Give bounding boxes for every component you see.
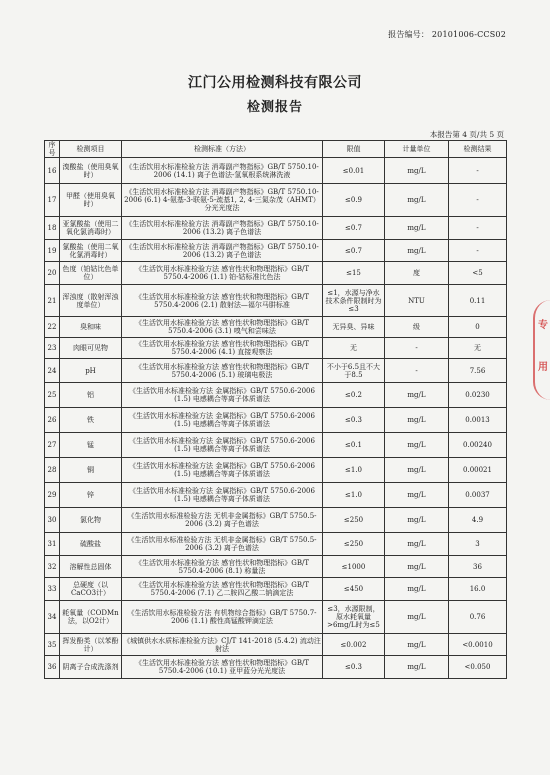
cell-no: 35 [45, 634, 60, 656]
cell-item: 溴酸盐（使用臭氧时） [60, 158, 122, 184]
table-row [45, 359, 507, 383]
cell-item: 铜 [60, 458, 122, 483]
cell-unit: mg/L [385, 383, 449, 408]
cell-result: <0.0010 [449, 634, 507, 656]
cell-result: - [449, 158, 507, 184]
cell-standard: 《生活饮用水标准检验方法 感官性状和物理指标》GB/T 5750.4-2006 (4.1) 直接观察法 [122, 338, 323, 359]
table-row [45, 656, 507, 679]
cell-unit: NTU [385, 285, 449, 317]
cell-unit: mg/L [385, 483, 449, 508]
table-row [45, 158, 507, 184]
cell-limit: ≤1000 [323, 556, 385, 578]
cell-no: 34 [45, 601, 60, 634]
cell-unit: mg/L [385, 656, 449, 679]
red-stamp-fragment [533, 300, 550, 400]
cell-result: - [449, 240, 507, 262]
cell-standard: 《生活饮用水标准检验方法 感官性状和物理指标》GB/T 5750.4-2006 (1.1) 铂-钴标准比色法 [122, 262, 323, 285]
col-header-unit: 计量单位 [385, 141, 449, 158]
cell-standard: 《生活饮用水标准检验方法 感官性状和物理指标》GB/T 5750.4-2006 (5.1) 玻璃电极法 [122, 359, 323, 383]
cell-standard: 《生活饮用水标准检验方法 无机非金属指标》GB/T 5750.5-2006 (3.2) 离子色谱法 [122, 533, 323, 556]
cell-unit: mg/L [385, 458, 449, 483]
cell-item: 总硬度（以CaCO3计） [60, 578, 122, 601]
cell-limit: 不小于6.5且不大于8.5 [323, 359, 385, 383]
cell-unit: mg/L [385, 556, 449, 578]
report-number-label: 报告编号： [388, 30, 430, 39]
cell-item: pH [60, 359, 122, 383]
cell-no: 32 [45, 556, 60, 578]
cell-standard: 《生活饮用水标准检验方法 感官性状和物理指标》GB/T 5750.4-2006 (3.1) 嗅气和尝味法 [122, 317, 323, 338]
cell-limit: ≤1.0 [323, 458, 385, 483]
cell-item: 氯化物 [60, 508, 122, 533]
table-row [45, 217, 507, 240]
cell-item: 阴离子合成洗涤剂 [60, 656, 122, 679]
col-header-limit: 限值 [323, 141, 385, 158]
results-table [44, 140, 507, 679]
cell-item: 氯酸盐（使用二氧化氯消毒时） [60, 240, 122, 262]
table-row [45, 458, 507, 483]
table-row [45, 285, 507, 317]
cell-no: 28 [45, 458, 60, 483]
cell-standard: 《生活饮用水标准检验方法 金属指标》GB/T 5750.6-2006 (1.5) 电感耦合等离子体质谱法 [122, 433, 323, 458]
cell-limit: ≤0.7 [323, 240, 385, 262]
cell-limit: ≤1.0 [323, 483, 385, 508]
col-header-result: 检测结果 [449, 141, 507, 158]
report-title: 检测报告 [246, 100, 303, 115]
table-row [45, 408, 507, 433]
cell-no: 18 [45, 217, 60, 240]
cell-limit: ≤15 [323, 262, 385, 285]
cell-item: 铝 [60, 383, 122, 408]
table-row [45, 184, 507, 217]
table-body [45, 158, 507, 679]
cell-no: 17 [45, 184, 60, 217]
cell-limit: ≤0.3 [323, 408, 385, 433]
col-header-item: 检测项目 [60, 141, 122, 158]
cell-standard: 《生活饮用水标准检验方法 感官性状和物理指标》GB/T 5750.4-2006 (8.1) 称量法 [122, 556, 323, 578]
company-name: 江门公用检测科技有限公司 [188, 75, 362, 91]
cell-result: <0.050 [449, 656, 507, 679]
cell-limit: ≤3，水源限制，原水耗氧量>6mg/L时为≤5 [323, 601, 385, 634]
table-row [45, 508, 507, 533]
cell-standard: 《生活饮用水标准检验方法 有机物综合指标》GB/T 5750.7-2006 (1.1) 酸性高锰酸钾滴定法 [122, 601, 323, 634]
cell-no: 33 [45, 578, 60, 601]
cell-unit: mg/L [385, 533, 449, 556]
cell-result: 3 [449, 533, 507, 556]
cell-standard: 《生活饮用水标准检验方法 消毒副产物指标》GB/T 5750.10-2006 (13.2) 离子色谱法 [122, 240, 323, 262]
cell-item: 臭和味 [60, 317, 122, 338]
cell-unit: - [385, 359, 449, 383]
cell-result: 0.11 [449, 285, 507, 317]
cell-limit: ≤0.01 [323, 158, 385, 184]
report-number [388, 29, 506, 40]
table-row [45, 262, 507, 285]
cell-item: 浑浊度（散射浑浊度单位） [60, 285, 122, 317]
stamp-char-2: 用 [538, 362, 548, 373]
cell-limit: ≤0.3 [323, 656, 385, 679]
cell-unit: mg/L [385, 408, 449, 433]
cell-result: 0.0013 [449, 408, 507, 433]
cell-result: 0.00240 [449, 433, 507, 458]
cell-limit: ≤250 [323, 508, 385, 533]
cell-unit: mg/L [385, 634, 449, 656]
table-header-row [45, 141, 507, 158]
cell-result: <5 [449, 262, 507, 285]
report-number-value: 20101006-CCS02 [431, 30, 506, 39]
cell-limit: ≤0.7 [323, 217, 385, 240]
cell-result: 0.0230 [449, 383, 507, 408]
cell-item: 色度（铂钴比色单位） [60, 262, 122, 285]
cell-result: 无 [449, 338, 507, 359]
cell-no: 24 [45, 359, 60, 383]
cell-no: 26 [45, 408, 60, 433]
cell-limit: 无异臭、异味 [323, 317, 385, 338]
cell-limit: ≤250 [323, 533, 385, 556]
cell-result: 16.0 [449, 578, 507, 601]
cell-item: 耗氧量（CODMn法，以O2计） [60, 601, 122, 634]
cell-no: 23 [45, 338, 60, 359]
cell-limit: ≤0.2 [323, 383, 385, 408]
cell-standard: 《生活饮用水标准检验方法 感官性状和物理指标》GB/T 5750.4-2006 (2.1) 散射法—福尔马肼标准 [122, 285, 323, 317]
table-row [45, 383, 507, 408]
cell-standard: 《城镇供水水质标准检验方法》CJ/T 141-2018 (5.4.2) 流动注射法 [122, 634, 323, 656]
cell-unit: mg/L [385, 158, 449, 184]
cell-no: 30 [45, 508, 60, 533]
cell-no: 20 [45, 262, 60, 285]
cell-result: 36 [449, 556, 507, 578]
cell-unit: mg/L [385, 578, 449, 601]
cell-item: 肉眼可见物 [60, 338, 122, 359]
cell-item: 挥发酚类（以苯酚计） [60, 634, 122, 656]
table-row [45, 634, 507, 656]
cell-no: 21 [45, 285, 60, 317]
table-row [45, 601, 507, 634]
cell-item: 锌 [60, 483, 122, 508]
page-info: 本报告第 4 页/共 5 页 [429, 130, 504, 139]
cell-no: 25 [45, 383, 60, 408]
cell-result: 4.9 [449, 508, 507, 533]
cell-unit: mg/L [385, 240, 449, 262]
cell-unit: mg/L [385, 217, 449, 240]
cell-limit: ≤1，水源与净水技术条件限制时为≤3 [323, 285, 385, 317]
cell-unit: mg/L [385, 184, 449, 217]
cell-item: 甲醛（使用臭氧时） [60, 184, 122, 217]
cell-item: 亚氯酸盐（使用二氧化氯消毒时） [60, 217, 122, 240]
cell-unit: 级 [385, 317, 449, 338]
cell-unit: - [385, 338, 449, 359]
col-header-no: 序号 [45, 141, 60, 158]
table-row [45, 578, 507, 601]
cell-result: 7.56 [449, 359, 507, 383]
table-row [45, 533, 507, 556]
cell-item: 硫酸盐 [60, 533, 122, 556]
cell-item: 铁 [60, 408, 122, 433]
cell-no: 36 [45, 656, 60, 679]
cell-standard: 《生活饮用水标准检验方法 金属指标》GB/T 5750.6-2006 (1.5) 电感耦合等离子体质谱法 [122, 383, 323, 408]
cell-standard: 《生活饮用水标准检验方法 消毒副产物指标》GB/T 5750.10-2006 (6.1) 4-氨基-3-联氨-5-巯基1, 2, 4-三氮杂茂（AHMT）分光光度法 [122, 184, 323, 217]
cell-standard: 《生活饮用水标准检验方法 感官性状和物理指标》GB/T 5750.4-2006 (10.1) 亚甲蓝分光光度法 [122, 656, 323, 679]
cell-item: 溶解性总固体 [60, 556, 122, 578]
cell-result: - [449, 217, 507, 240]
cell-no: 27 [45, 433, 60, 458]
cell-result: 0 [449, 317, 507, 338]
cell-no: 29 [45, 483, 60, 508]
table-row [45, 317, 507, 338]
cell-unit: mg/L [385, 508, 449, 533]
table-row [45, 338, 507, 359]
cell-limit: ≤0.1 [323, 433, 385, 458]
cell-no: 22 [45, 317, 60, 338]
cell-standard: 《生活饮用水标准检验方法 金属指标》GB/T 5750.6-2006 (1.5) 电感耦合等离子体质谱法 [122, 408, 323, 433]
cell-item: 锰 [60, 433, 122, 458]
cell-no: 31 [45, 533, 60, 556]
cell-unit: mg/L [385, 433, 449, 458]
col-header-standard: 检测标准（方法） [122, 141, 323, 158]
cell-standard: 《生活饮用水标准检验方法 金属指标》GB/T 5750.6-2006 (1.5) 电感耦合等离子体质谱法 [122, 483, 323, 508]
table-row [45, 483, 507, 508]
cell-unit: mg/L [385, 601, 449, 634]
cell-unit: 度 [385, 262, 449, 285]
cell-standard: 《生活饮用水标准检验方法 感官性状和物理指标》GB/T 5750.4-2006 (7.1) 乙二胺四乙酸二钠滴定法 [122, 578, 323, 601]
cell-limit: ≤0.9 [323, 184, 385, 217]
cell-standard: 《生活饮用水标准检验方法 消毒副产物指标》GB/T 5750.10-2006 (13.2) 离子色谱法 [122, 217, 323, 240]
cell-result: - [449, 184, 507, 217]
cell-limit: ≤0.002 [323, 634, 385, 656]
cell-standard: 《生活饮用水标准检验方法 无机非金属指标》GB/T 5750.5-2006 (3.2) 离子色谱法 [122, 508, 323, 533]
cell-standard: 《生活饮用水标准检验方法 消毒副产物指标》GB/T 5750.10-2006 (14.1) 离子色谱法-氢氧根系统淋洗液 [122, 158, 323, 184]
cell-result: 0.76 [449, 601, 507, 634]
cell-result: 0.00021 [449, 458, 507, 483]
table-row [45, 240, 507, 262]
cell-result: 0.0037 [449, 483, 507, 508]
stamp-char-1: 专 [538, 320, 548, 331]
table-row [45, 433, 507, 458]
cell-standard: 《生活饮用水标准检验方法 金属指标》GB/T 5750.6-2006 (1.5) 电感耦合等离子体质谱法 [122, 458, 323, 483]
table-row [45, 556, 507, 578]
cell-limit: ≤450 [323, 578, 385, 601]
cell-no: 16 [45, 158, 60, 184]
cell-limit: 无 [323, 338, 385, 359]
cell-no: 19 [45, 240, 60, 262]
